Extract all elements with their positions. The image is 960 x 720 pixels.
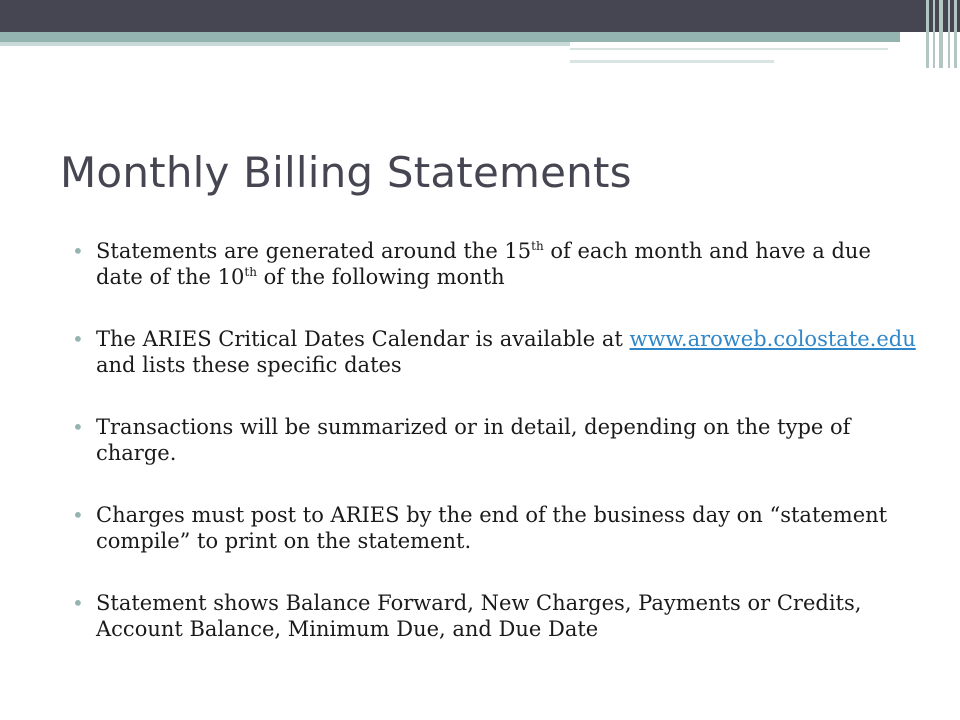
header-bar-dark (0, 0, 960, 32)
header-accent-line (570, 60, 774, 63)
header-accent-line (570, 48, 888, 50)
header-bar-light (0, 42, 570, 46)
corner-stripes (924, 0, 960, 68)
bullet-item (72, 414, 922, 466)
bullet-item (72, 238, 922, 290)
bullet-text: Transactions will be summarized or in detail, depending on the type of charge. (96, 415, 851, 465)
slide-title: Monthly Billing Statements (60, 148, 632, 197)
aroweb-link[interactable]: www.aroweb.colostate.edu (629, 327, 916, 351)
bullet-text: of each month and have a due date of the 10 (96, 239, 871, 289)
bullet-list (72, 238, 922, 678)
bullet-item (72, 326, 922, 378)
bullet-item (72, 590, 922, 642)
bullet-text: of the following month (256, 265, 505, 289)
bullet-text: The ARIES Critical Dates Calendar is available at (96, 327, 630, 351)
bullet-text: Statement shows Balance Forward, New Charges, Payments or Credits, Account Balance, Minimum Due, and Due Date (96, 591, 862, 641)
bullet-text: Charges must post to ARIES by the end of the business day on “statement compile” to print on the statement. (96, 503, 888, 553)
bullet-text: Statements are generated around the 15 (96, 239, 532, 263)
ordinal-suffix: th (244, 265, 257, 279)
bullet-item (72, 502, 922, 554)
ordinal-suffix: th (531, 239, 544, 253)
header-bar-teal (0, 32, 900, 42)
bullet-text: and lists these specific dates (96, 353, 402, 377)
